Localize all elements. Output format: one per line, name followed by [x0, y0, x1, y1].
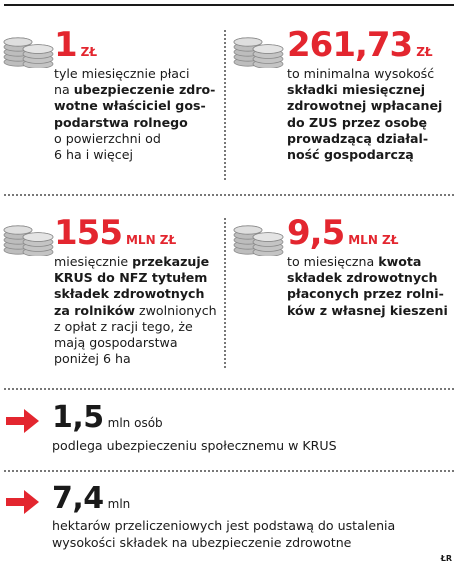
description-line	[287, 254, 448, 270]
stat-2-figure	[287, 25, 433, 65]
description-line	[287, 82, 442, 98]
top-rule	[4, 4, 454, 6]
stat-1-value: 1	[54, 25, 77, 65]
description-line: hektarów przeliczeniowych jest podstawą do ustalenia	[52, 518, 396, 533]
description-line	[287, 115, 442, 131]
column-divider-top	[224, 30, 226, 180]
column-divider-middle	[224, 218, 226, 368]
bold-text: składki miesięcznej	[287, 82, 426, 98]
description-line	[54, 147, 215, 163]
stat-3-description	[54, 254, 217, 367]
stat-4-value: 9,5	[287, 213, 345, 253]
text: o powierzchni od	[54, 130, 161, 146]
stat-4-description	[287, 254, 448, 319]
description-line	[54, 319, 217, 335]
bold-text: do ZUS przez osobę	[287, 114, 428, 130]
stat-4-figure	[287, 213, 399, 253]
fact-1-figure	[52, 400, 163, 435]
description-line: podlega ubezpieczeniu społecznemu w KRUS	[52, 438, 337, 453]
row-divider-1	[4, 194, 454, 196]
description-line	[287, 286, 448, 302]
stat-4-unit: MLN ZŁ	[348, 233, 399, 247]
description-line	[54, 66, 215, 82]
bold-text: prowadzącą działal-	[287, 130, 429, 146]
text: tyle miesięcznie płaci	[54, 66, 190, 81]
text: to miesięczna	[287, 254, 379, 269]
bold-text: przekazuje	[132, 254, 210, 269]
description-line	[54, 351, 217, 367]
author-credit: ŁR	[440, 554, 452, 563]
bold-text: ność gospodarczą	[287, 147, 414, 163]
stat-3-value: 155	[54, 213, 122, 253]
fact-1-unit: mln osób	[107, 416, 163, 430]
bold-text: ubezpieczenie zdro-	[73, 82, 216, 98]
description-line	[54, 131, 215, 147]
text: miesięcznie	[54, 254, 133, 269]
stat-1-figure	[54, 25, 98, 65]
description-line	[54, 98, 215, 114]
text: 6 ha i więcej	[54, 147, 133, 163]
fact-2-unit: mln	[107, 497, 131, 511]
description-line	[287, 98, 442, 114]
description-line	[54, 254, 217, 270]
bold-text: wotne właściciel gos-	[54, 98, 206, 114]
description-line	[287, 131, 442, 147]
stat-1-description	[54, 66, 215, 163]
description-line	[54, 270, 217, 286]
row-divider-2	[4, 388, 454, 390]
bold-text: składek zdrowotnych	[54, 286, 205, 302]
text: zwolnionych	[135, 302, 217, 318]
description-line	[287, 147, 442, 163]
row-divider-3	[4, 470, 454, 472]
description-line	[54, 303, 217, 319]
coin-stack-icon	[2, 28, 56, 68]
bold-text: ków z własnej kieszeni	[287, 302, 448, 318]
stat-2-unit: ZŁ	[416, 45, 433, 59]
stat-2-value: 261,73	[287, 25, 413, 65]
bold-text: zdrowotnej wpłacanej	[287, 98, 443, 114]
description-line	[287, 66, 442, 82]
fact-1-description	[52, 438, 337, 455]
coin-stack-icon	[2, 216, 56, 256]
description-line	[54, 82, 215, 98]
fact-2-description	[52, 518, 395, 551]
bold-text: KRUS do NFZ tytułem	[54, 270, 208, 286]
fact-2-figure	[52, 481, 131, 516]
text: to minimalna wysokość	[287, 66, 435, 81]
stat-3-unit: MLN ZŁ	[125, 233, 177, 247]
description-line	[287, 303, 448, 319]
fact-1-value: 1,5	[52, 400, 104, 435]
coin-stack-icon	[232, 216, 286, 256]
stat-2-description	[287, 66, 442, 163]
text: mają gospodarstwa	[54, 335, 178, 351]
bold-text: płaconych przez rolni-	[287, 286, 444, 302]
text: na	[54, 82, 74, 98]
red-arrow-icon	[6, 489, 40, 515]
bold-text: podarstwa rolnego	[54, 114, 188, 130]
bold-text: za rolników	[54, 302, 135, 318]
bold-text: składek zdrowotnych	[287, 270, 438, 286]
description-line	[54, 286, 217, 302]
text: poniżej 6 ha	[54, 351, 131, 367]
description-line	[54, 115, 215, 131]
description-line	[54, 335, 217, 351]
red-arrow-icon	[6, 408, 40, 434]
coin-stack-icon	[232, 28, 286, 68]
description-line: wysokości składek na ubezpieczenie zdrowotne	[52, 534, 352, 550]
stat-1-unit: ZŁ	[80, 45, 98, 59]
stat-3-figure	[54, 213, 177, 253]
bold-text: kwota	[378, 254, 422, 269]
text: z opłat z racji tego, że	[54, 318, 193, 334]
description-line	[287, 270, 448, 286]
fact-2-value: 7,4	[52, 481, 104, 516]
